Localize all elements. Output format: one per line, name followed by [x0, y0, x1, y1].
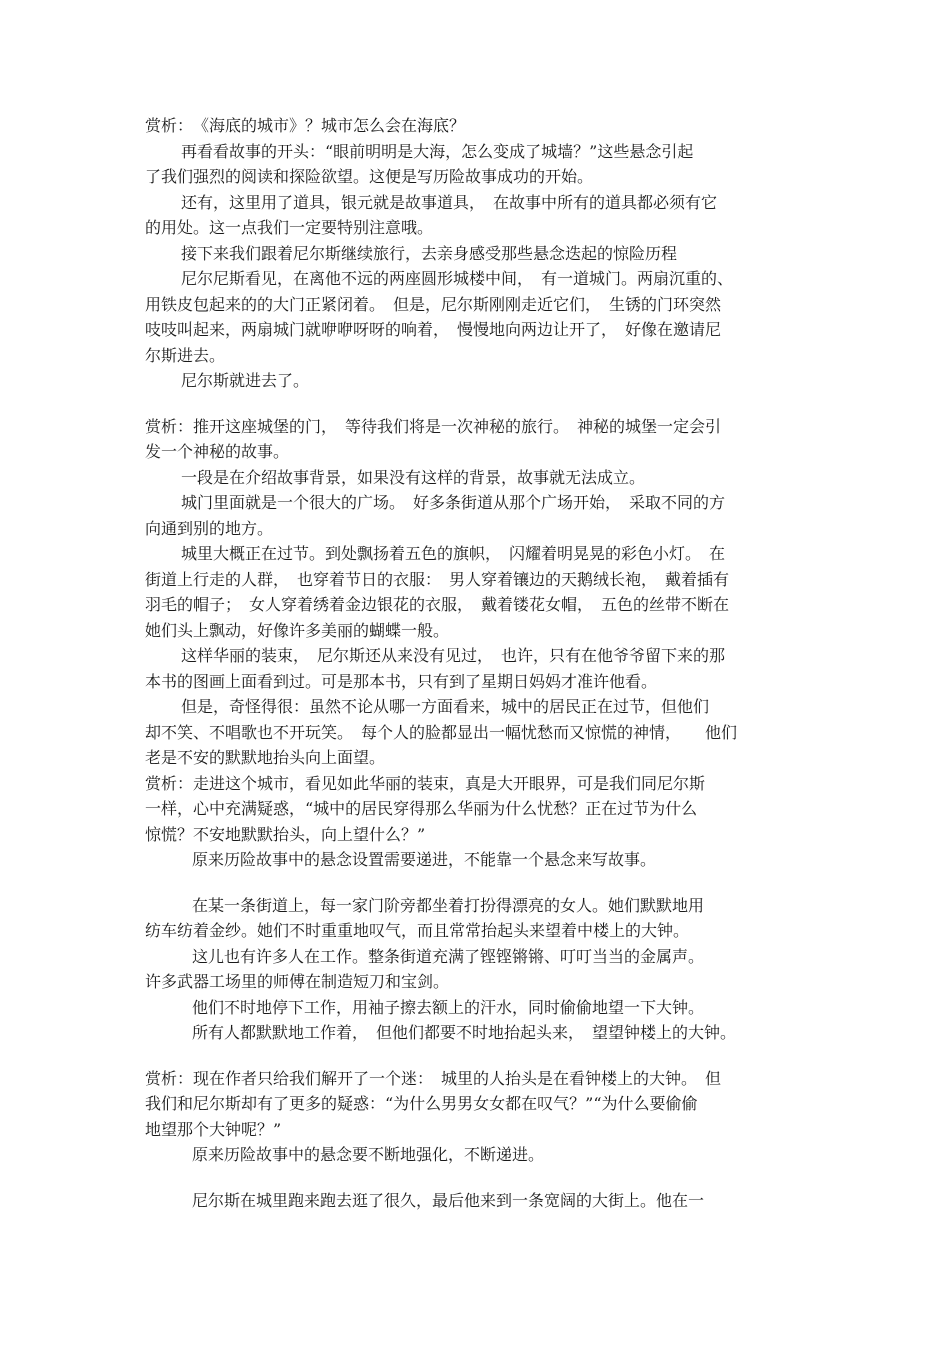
text-line: 惊慌？不安地默默抬头，向上望什么？” [145, 824, 426, 844]
text-line: 她们头上飘动，好像许多美丽的蝴蝶一般。 [145, 620, 450, 640]
text-line: 所有人都默默地工作着， 但他们都要不时地抬起头来， 望望钟楼上的大钟。 [192, 1023, 737, 1042]
text-line: 尼尔斯就进去了。 [181, 371, 310, 390]
text-line: 赏析：现在作者只给我们解开了一个迷： 城里的人抬头是在看钟楼上的大钟。 但 [145, 1068, 722, 1088]
text-line [145, 873, 810, 893]
text-line: 他们不时地停下工作，用袖子擦去额上的汗水，同时偷偷地望一下大钟。 [192, 997, 705, 1017]
text-line: 我们和尼尔斯却有了更多的疑惑：“为什么男男女女都在叹气？”“为什么要偷偷 [145, 1094, 698, 1113]
text-line: 用铁皮包起来的的大门正紧闭着。 但是，尼尔斯刚刚走近它们， 生锈的门环突然 [145, 294, 722, 314]
text-line: 许多武器工场里的师傅在制造短刀和宝剑。 [145, 972, 450, 991]
text-line: 纺车纺着金纱。她们不时重重地叹气，而且常常抬起头来望着中楼上的大钟。 [145, 921, 690, 940]
text-line: 城里大概正在过节。到处飘扬着五色的旗帜， 闪耀着明晃晃的彩色小灯。 在 [181, 544, 726, 563]
text-line: 接下来我们跟着尼尔斯继续旅行，去亲身感受那些悬念迭起的惊险历程 [181, 243, 678, 263]
text-line: 地望那个大钟呢？” [145, 1119, 282, 1139]
text-line: 赏析：推开这座城堡的门， 等待我们将是一次神秘的旅行。 神秘的城堡一定会引 [145, 416, 722, 436]
text-line: 还有，这里用了道具，银元就是故事道具， 在故事中所有的道具都必须有它 [181, 192, 718, 212]
text-line: 这样华丽的装束， 尼尔斯还从来没有见过， 也许，只有在他爷爷留下来的那 [181, 646, 726, 665]
text-line: 在某一条街道上，每一家门阶旁都坐着打扮得漂亮的女人。她们默默地用 [192, 895, 705, 915]
text-line: 城门里面就是一个很大的广场。 好多条街道从那个广场开始， 采取不同的方 [181, 493, 726, 512]
text-line: 尼尔尼斯看见，在离他不远的两座圆形城楼中间， 有一道城门。两扇沉重的、 [181, 269, 734, 288]
text-line: 再看看故事的开头：“眼前明明是大海，怎么变成了城墙？”这些悬念引起 [181, 141, 694, 161]
text-line: 吱吱叫起来，两扇城门就咿咿呀呀的响着， 慢慢地向两边让开了， 好像在邀请尼 [145, 320, 722, 339]
text-line: 老是不安的默默地抬头向上面望。 [145, 748, 386, 767]
text-line: 发一个神秘的故事。 [145, 442, 290, 461]
text-line: 的用处。这一点我们一定要特别注意哦。 [145, 218, 434, 237]
text-line: 本书的图画上面看到过。可是那本书，只有到了星期日妈妈才准许他看。 [145, 671, 658, 691]
text-line: 这儿也有许多人在工作。整条街道充满了铿铿锵锵、叮叮当当的金属声。 [192, 946, 705, 966]
text-line: 赏析： 《海底的城市》？城市怎么会在海底？ [145, 116, 466, 135]
text-line: 羽毛的帽子； 女人穿着绣着金边银花的衣服， 戴着镂花女帽， 五色的丝带不断在 [145, 595, 730, 614]
text-line: 原来历险故事中的悬念要不断地强化，不断递进。 [192, 1145, 545, 1164]
text-line: 但是，奇怪得很：虽然不论从哪一方面看来，城中的居民正在过节，但他们 [181, 697, 710, 716]
text-line [145, 394, 810, 414]
text-line [145, 1046, 810, 1066]
text-line: 向通到别的地方。 [145, 518, 274, 538]
text-line: 了我们强烈的阅读和探险欲望。这便是写历险故事成功的开始。 [145, 167, 594, 186]
text-line: 赏析：走进这个城市，看见如此华丽的装束，真是大开眼界，可是我们同尼尔斯 [145, 773, 706, 793]
text-line: 尼尔斯在城里跑来跑去逛了很久，最后他来到一条宽阔的大街上。他在一 [192, 1190, 705, 1210]
text-line: 一样，心中充满疑惑，“城中的居民穿得那么华丽为什么忧愁？正在过节为什么 [145, 799, 698, 818]
text-line: 原来历险故事中的悬念设置需要递进，不能靠一个悬念来写故事。 [192, 850, 657, 869]
text-line: 一段是在介绍故事背景，如果没有这样的背景，故事就无法成立。 [181, 467, 646, 487]
text-line: 街道上行走的人群， 也穿着节日的衣服： 男人穿着镶边的天鹅绒长袍， 戴着插有 [145, 569, 730, 589]
text-line: 尔斯进去。 [145, 345, 226, 365]
text-line [145, 1168, 810, 1188]
text-line: 却不笑、不唱歌也不开玩笑。 每个人的脸都显出一幅忧愁而又惊慌的神情， 他们 [145, 722, 738, 742]
document-body [145, 113, 810, 1213]
